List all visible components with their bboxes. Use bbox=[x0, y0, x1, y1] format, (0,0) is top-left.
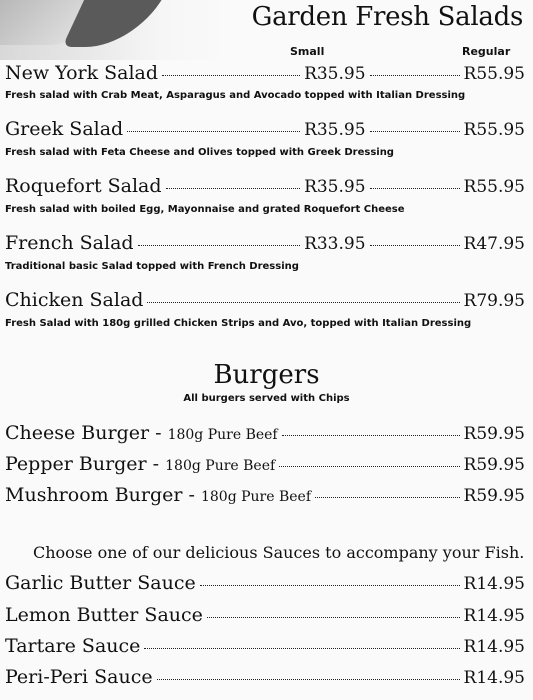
dot-leader bbox=[315, 496, 460, 498]
price-regular: R79.95 bbox=[463, 291, 525, 311]
price-regular: R55.95 bbox=[463, 120, 525, 140]
menu-item-name bbox=[5, 453, 275, 475]
burger-detail: 180g Pure Beef bbox=[167, 427, 278, 443]
decorative-header-image bbox=[0, 0, 230, 60]
menu-item-name: Tartare Sauce bbox=[5, 635, 141, 657]
menu-item-row bbox=[5, 604, 525, 626]
burger-detail: 180g Pure Beef bbox=[165, 458, 276, 474]
dot-leader bbox=[282, 434, 460, 436]
price: R59.95 bbox=[463, 424, 525, 444]
menu-item-name: Greek Salad bbox=[5, 118, 124, 140]
menu-item-row bbox=[5, 289, 525, 311]
burger-name: Cheese Burger - bbox=[5, 422, 168, 444]
menu-item-row bbox=[5, 62, 525, 84]
burger-name: Mushroom Burger - bbox=[5, 484, 201, 506]
dot-leader bbox=[370, 187, 460, 189]
menu-item-row bbox=[5, 422, 525, 444]
price-small: R35.95 bbox=[304, 64, 366, 84]
menu-item-name: New York Salad bbox=[5, 62, 159, 84]
burger-detail: 180g Pure Beef bbox=[200, 489, 312, 505]
burgers-section-title: Burgers bbox=[213, 360, 320, 390]
menu-item-name: Garlic Butter Sauce bbox=[5, 572, 196, 594]
dot-leader bbox=[144, 647, 459, 649]
dot-leader bbox=[370, 130, 460, 132]
price-regular: R55.95 bbox=[463, 177, 525, 197]
burger-name: Pepper Burger - bbox=[5, 453, 166, 475]
menu-item-name bbox=[5, 422, 278, 444]
menu-item-description: Fresh salad with boiled Egg, Mayonnaise and grated Roquefort Cheese bbox=[5, 204, 405, 215]
salads-section-title: Garden Fresh Salads bbox=[251, 2, 523, 32]
menu-item-description: Fresh Salad with 180g grilled Chicken Strips and Avo, topped with Italian Dressing bbox=[5, 318, 472, 329]
menu-item-row bbox=[5, 118, 525, 140]
price: R59.95 bbox=[463, 455, 525, 475]
menu-item-name: French Salad bbox=[5, 232, 134, 254]
menu-item-row bbox=[5, 453, 525, 475]
price-regular: R55.95 bbox=[463, 64, 525, 84]
menu-item-name bbox=[5, 484, 311, 506]
price-small: R33.95 bbox=[304, 234, 366, 254]
dot-leader bbox=[200, 584, 460, 586]
menu-item-description: Fresh salad with Crab Meat, Asparagus and Avocado topped with Italian Dressing bbox=[5, 90, 466, 101]
price-regular: R47.95 bbox=[463, 234, 525, 254]
price: R14.95 bbox=[463, 606, 525, 626]
dot-leader bbox=[138, 244, 300, 246]
dot-leader bbox=[370, 244, 460, 246]
column-header-small: Small bbox=[290, 45, 325, 58]
dot-leader bbox=[127, 130, 300, 132]
dot-leader bbox=[147, 301, 459, 303]
menu-item-row bbox=[5, 666, 525, 688]
menu-item-description: Traditional basic Salad topped with French Dressing bbox=[5, 261, 299, 272]
dot-leader bbox=[162, 74, 300, 76]
menu-item-name: Roquefort Salad bbox=[5, 175, 162, 197]
sauces-intro: Choose one of our delicious Sauces to accompany your Fish. bbox=[33, 543, 525, 562]
dot-leader bbox=[370, 74, 460, 76]
menu-item-row bbox=[5, 635, 525, 657]
dot-leader bbox=[279, 465, 459, 467]
price: R14.95 bbox=[463, 668, 525, 688]
menu-item-row bbox=[5, 484, 525, 506]
dot-leader bbox=[166, 187, 301, 189]
price: R59.95 bbox=[463, 486, 525, 506]
price-small: R35.95 bbox=[304, 120, 366, 140]
menu-item-name: Lemon Butter Sauce bbox=[5, 604, 203, 626]
price-small: R35.95 bbox=[304, 177, 366, 197]
menu-item-description: Fresh salad with Feta Cheese and Olives topped with Greek Dressing bbox=[5, 147, 394, 158]
dot-leader bbox=[207, 616, 460, 618]
menu-item-name: Peri-Peri Sauce bbox=[5, 666, 153, 688]
menu-item-row bbox=[5, 232, 525, 254]
column-header-regular: Regular bbox=[462, 45, 511, 58]
menu-item-row bbox=[5, 175, 525, 197]
dot-leader bbox=[157, 678, 460, 680]
menu-item-row bbox=[5, 572, 525, 594]
price: R14.95 bbox=[463, 574, 525, 594]
menu-item-name: Chicken Salad bbox=[5, 289, 144, 311]
burgers-section-subtitle: All burgers served with Chips bbox=[183, 393, 350, 404]
price: R14.95 bbox=[463, 637, 525, 657]
